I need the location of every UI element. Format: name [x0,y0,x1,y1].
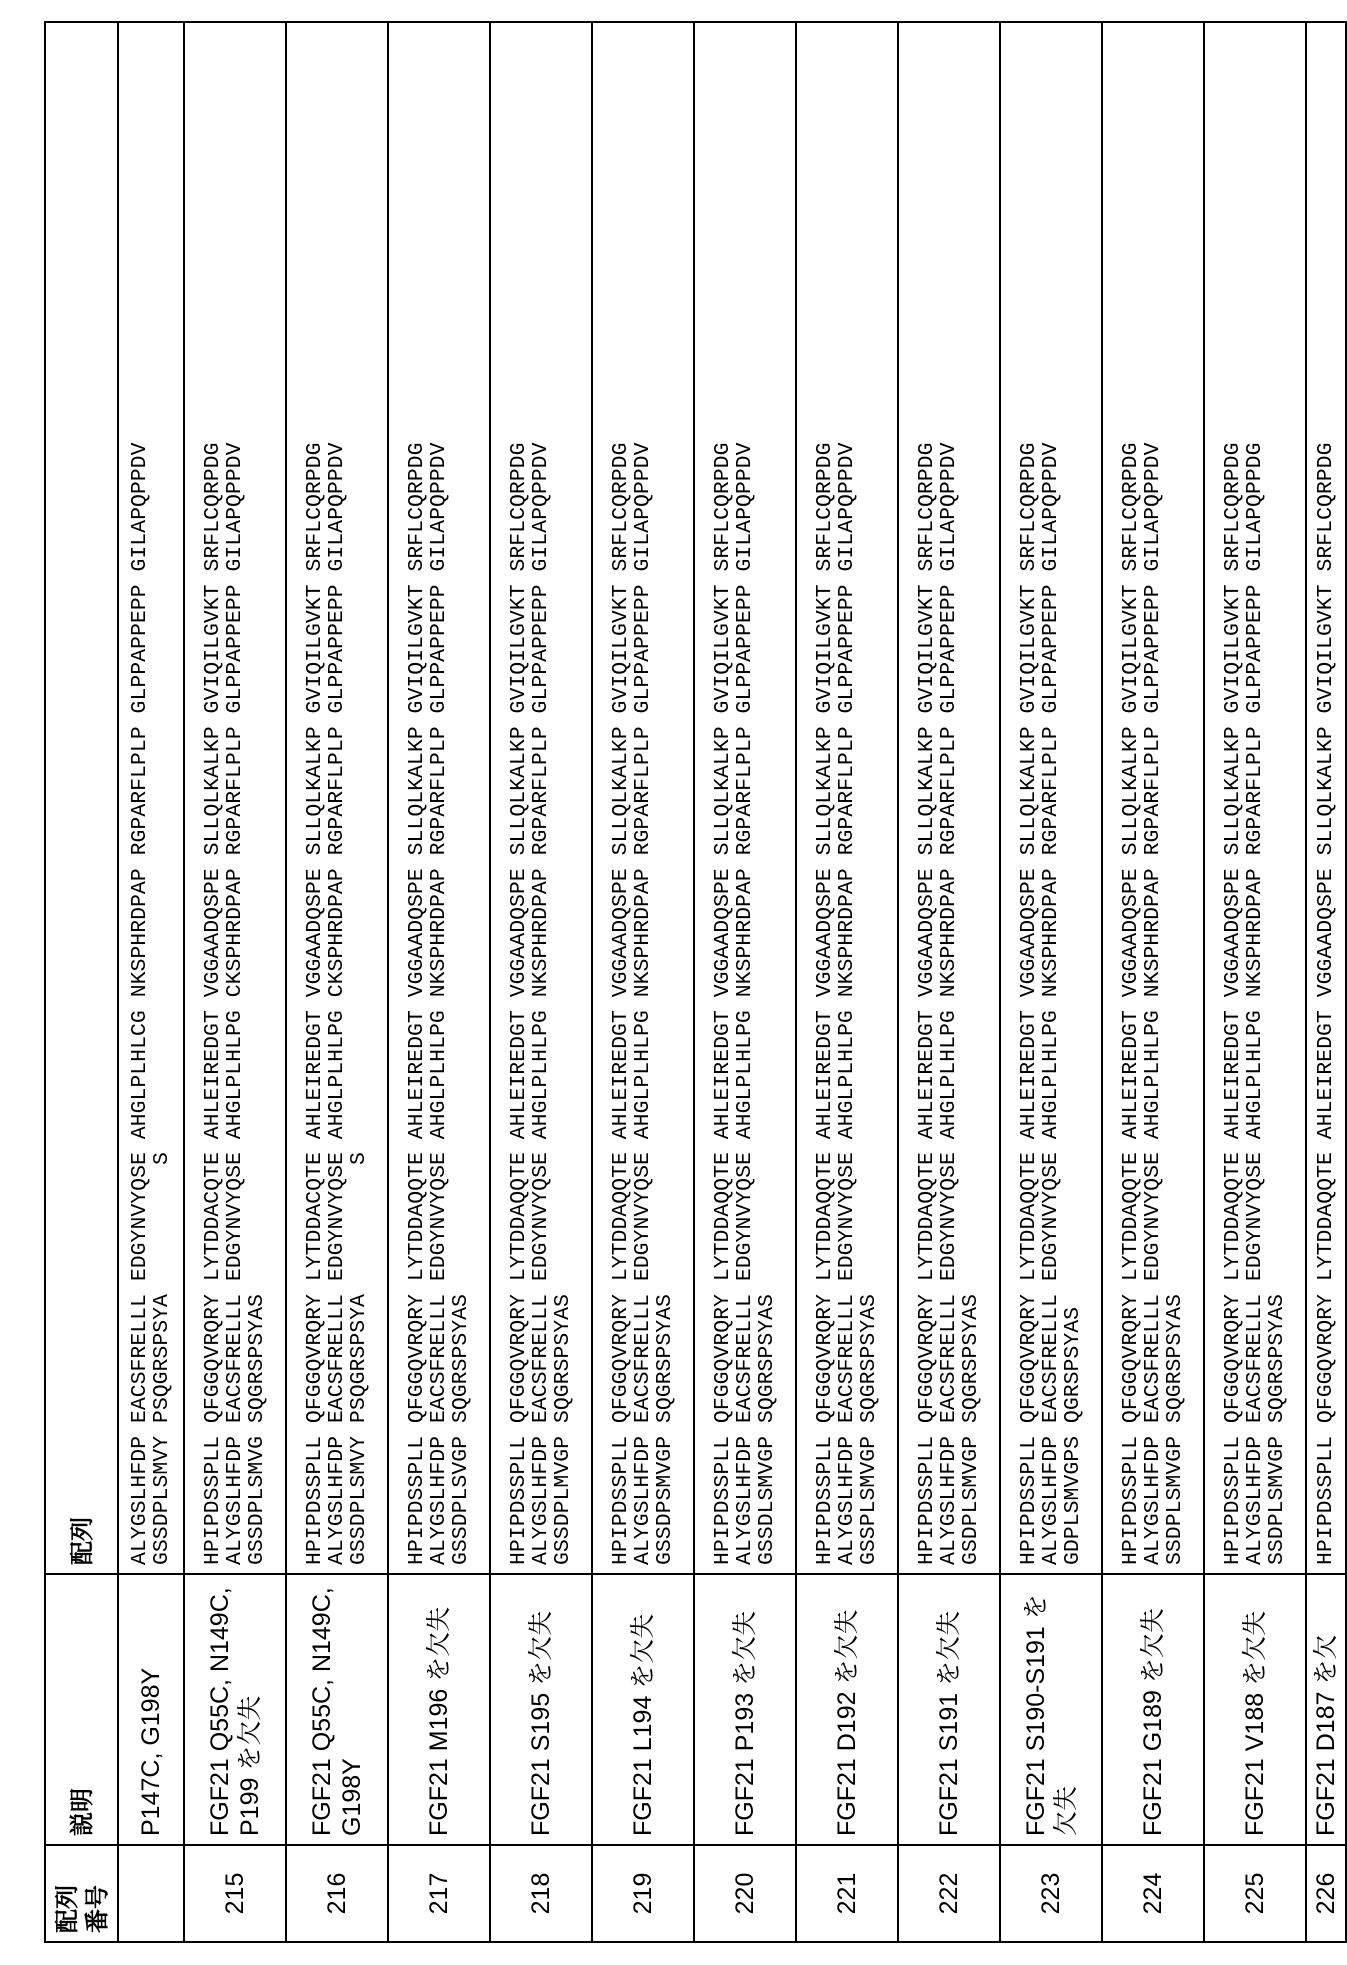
description-cell: FGF21 D187 を欠 [1306,1574,1346,1845]
sequence-line: ALYGSLHFDP EACSFRELLL EDGYNVYQSE AHGLPLHLPG NKSPHRDPAP RGPARFLPLP GLPPAPPEPP GILAPQPPDV [1039,442,1063,1565]
description-cell: FGF21 Q55C, N149C, P199 を欠失 [184,1574,286,1845]
sequence-cell [592,22,694,1574]
sequence-cell [388,22,490,1574]
sequence-line: GSDPLSMVGP SQGRSPSYAS [959,1294,983,1565]
sequence-line: HPIPDSSPLL QFGGQVRQRY LYTDDAQQTE AHLEIREDGT VGGAADQSPE SLLQLKALKP GVIQILGVKT SRFLCQRPDG [609,442,633,1565]
table-row [694,22,796,1942]
sequence-line: HPIPDSSPLL QFGGQVRQRY LYTDDAQQTE AHLEIREDGT VGGAADQSPE SLLQLKALKP GVIQILGVKT SRFLCQRPDG [915,442,939,1565]
seq-number-cell: 215 [184,1845,286,1942]
seq-number-cell [118,1845,184,1942]
table-header-row [45,22,118,1942]
seq-number-cell: 226 [1306,1845,1346,1942]
sequence-line: SSDPLSMVGP SQGRSPSYAS [1265,1294,1289,1565]
sequence-line: ALYGSLHFDP EACSFRELLL EDGYNVYQSE AHGLPLHLPG NKSPHRDPAP RGPARFLPLP GLPPAPPEPP GILAPQPPDV [427,442,451,1565]
description-cell: FGF21 D192 を欠失 [796,1574,898,1845]
description-cell: FGF21 Q55C, N149C, G198Y [286,1574,388,1845]
description-cell: P147C, G198Y [118,1574,184,1845]
sequence-line: ALYGSLHFDP EACSFRELLL EDGYNVYQSE AHGLPLHLPG NKSPHRDPAP RGPARFLPLP GLPPAPPEPP GILAPQPPDV [733,442,757,1565]
sequence-cell [1306,22,1346,1574]
sequence-line: GDPLSMVGPS QGRSPSYAS [1061,1306,1085,1565]
description-cell: FGF21 S195 を欠失 [490,1574,592,1845]
sequence-line: ALYGSLHFDP EACSFRELLL EDGYNVYQSE AHGLPLHLPG CKSPHRDPAP RGPARFLPLP GLPPAPPEPP GILAPQPPDV [325,442,349,1565]
sequence-line: GSSDPLSVGP SQGRSPSYAS [449,1294,473,1565]
sequence-line: HPIPDSSPLL QFGGQVRQRY LYTDDAQQTE AHLEIREDGT VGGAADQSPE SLLQLKALKP GVIQILGVKT SRFLCQRPDG [507,442,531,1565]
sequence-line: ALYGSLHFDP EACSFRELLL EDGYNVYQSE AHGLPLHLPG NKSPHRDPAP RGPARFLPLP GLPPAPPEPP GILAPQPPDG [1243,442,1267,1565]
table-row [1306,22,1346,1942]
seq-number-cell: 222 [898,1845,1000,1942]
table-row [118,22,184,1942]
seq-number-cell: 223 [1000,1845,1102,1942]
sequence-line: GSSDPLSMVG SQGRSPSYAS [245,1294,269,1565]
sequence-line: GSSDPLSMVY PSQGRSPSYA S [150,1152,174,1565]
header-sequence: 配列 [45,22,118,1574]
sequence-line: ALYGSLHFDP EACSFRELLL EDGYNVYQSE AHGLPLHLPG NKSPHRDPAP RGPARFLPLP GLPPAPPEPP GILAPQPPDV [1141,442,1165,1565]
sequence-line: HPIPDSSPLL QFGGQVRQRY LYTDDAQQTE AHLEIREDGT VGGAADQSPE SLLQLKALKP GVIQILGVKT SRFLCQRPDG [1119,442,1143,1565]
description-cell: FGF21 S191 を欠失 [898,1574,1000,1845]
description-cell: FGF21 G189 を欠失 [1102,1574,1204,1845]
description-cell: FGF21 P193 を欠失 [694,1574,796,1845]
sequence-line: ALYGSLHFDP EACSFRELLL EDGYNVYQSE AHGLPLHLCG NKSPHRDPAP RGPARFLPLP GLPPAPPEPP GILAPQPPDV [128,442,152,1565]
sequence-cell [118,22,184,1574]
seq-number-cell: 225 [1204,1845,1306,1942]
sequence-line: ALYGSLHFDP EACSFRELLL EDGYNVYQSE AHGLPLHLPG NKSPHRDPAP RGPARFLPLP GLPPAPPEPP GILAPQPPDV [937,442,961,1565]
sequence-line: GSSDPLMVGP SQGRSPSYAS [551,1294,575,1565]
table-row [592,22,694,1942]
sequence-cell [490,22,592,1574]
description-cell: FGF21 S190-S191 を欠失 [1000,1574,1102,1845]
sequence-cell [694,22,796,1574]
sequence-line: ALYGSLHFDP EACSFRELLL EDGYNVYQSE AHGLPLHLPG CKSPHRDPAP RGPARFLPLP GLPPAPPEPP GILAPQPPDV [223,442,247,1565]
table-row [388,22,490,1942]
seq-number-cell: 216 [286,1845,388,1942]
sequence-table [44,21,1347,1943]
sequence-line: ALYGSLHFDP EACSFRELLL EDGYNVYQSE AHGLPLHLPG NKSPHRDPAP RGPARFLPLP GLPPAPPEPP GILAPQPPDV [835,442,859,1565]
description-cell: FGF21 M196 を欠失 [388,1574,490,1845]
sequence-line: ALYGSLHFDP EACSFRELLL EDGYNVYQSE AHGLPLHLPG NKSPHRDPAP RGPARFLPLP GLPPAPPEPP GILAPQPPDV [529,442,553,1565]
header-seq-number-label: 配列 番号 [52,1885,111,1933]
sequence-line: GSSPLSMVGP SQGRSPSYAS [857,1294,881,1565]
table-row [1102,22,1204,1942]
sequence-cell [796,22,898,1574]
seq-number-cell: 217 [388,1845,490,1942]
sequence-line: HPIPDSSPLL QFGGQVRQRY LYTDDAQQTE AHLEIREDGT VGGAADQSPE SLLQLKALKP GVIQILGVKT SRFLCQRPDG [711,442,735,1565]
sequence-cell [898,22,1000,1574]
sequence-line: HPIPDSSPLL QFGGQVRQRY LYTDDAQQTE AHLEIREDGT VGGAADQSPE SLLQLKALKP GVIQILGVKT SRFLCQRPDG [405,442,429,1565]
header-seq-number [45,1845,118,1942]
seq-number-cell: 221 [796,1845,898,1942]
sequence-cell [184,22,286,1574]
seq-number-cell: 224 [1102,1845,1204,1942]
sequence-cell [1000,22,1102,1574]
table-row [1204,22,1306,1942]
sequence-cell [1102,22,1204,1574]
table-row [286,22,388,1942]
sequence-line: ALYGSLHFDP EACSFRELLL EDGYNVYQSE AHGLPLHLPG NKSPHRDPAP RGPARFLPLP GLPPAPPEPP GILAPQPPDV [631,442,655,1565]
sequence-cell [1204,22,1306,1574]
sequence-line: SSDPLSMVGP SQGRSPSYAS [1163,1294,1187,1565]
sequence-line: HPIPDSSPLL QFGGQVRQRY LYTDDAQQTE AHLEIREDGT VGGAADQSPE SLLQLKALKP GVIQILGVKT SRFLCQRPDG [1221,442,1245,1565]
sequence-cell [286,22,388,1574]
sequence-line: HPIPDSSPLL QFGGQVRQRY LYTDDAQQTE AHLEIREDGT VGGAADQSPE SLLQLKALKP GVIQILGVKT SRFLCQRPDG [813,442,837,1565]
sequence-line: HPIPDSSPLL QFGGQVRQRY LYTDDAQQTE AHLEIREDGT VGGAADQSPE SLLQLKALKP GVIQILGVKT SRFLCQRPDG [1314,442,1338,1565]
sequence-line: GSSDLSMVGP SQGRSPSYAS [755,1294,779,1565]
table-row [184,22,286,1942]
sequence-line: GSSDPLSMVY PSQGRSPSYA S [347,1152,371,1565]
sequence-line: HPIPDSSPLL QFGGQVRQRY LYTDDAQQTE AHLEIREDGT VGGAADQSPE SLLQLKALKP GVIQILGVKT SRFLCQRPDG [1017,442,1041,1565]
table-row [898,22,1000,1942]
sequence-line: HPIPDSSPLL QFGGQVRQRY LYTDDACQTE AHLEIREDGT VGGAADQSPE SLLQLKALKP GVIQILGVKT SRFLCQRPDG [303,442,327,1565]
table-row [1000,22,1102,1942]
description-cell: FGF21 L194 を欠失 [592,1574,694,1845]
sequence-line: GSSDPSMVGP SQGRSPSYAS [653,1294,677,1565]
header-description: 説明 [45,1574,118,1845]
seq-number-cell: 218 [490,1845,592,1942]
sequence-line: HPIPDSSPLL QFGGQVRQRY LYTDDACQTE AHLEIREDGT VGGAADQSPE SLLQLKALKP GVIQILGVKT SRFLCQRPDG [201,442,225,1565]
seq-number-cell: 219 [592,1845,694,1942]
rotated-page [44,23,1340,1943]
table-row [490,22,592,1942]
seq-number-cell: 220 [694,1845,796,1942]
table-row [796,22,898,1942]
description-cell: FGF21 V188 を欠失 [1204,1574,1306,1845]
